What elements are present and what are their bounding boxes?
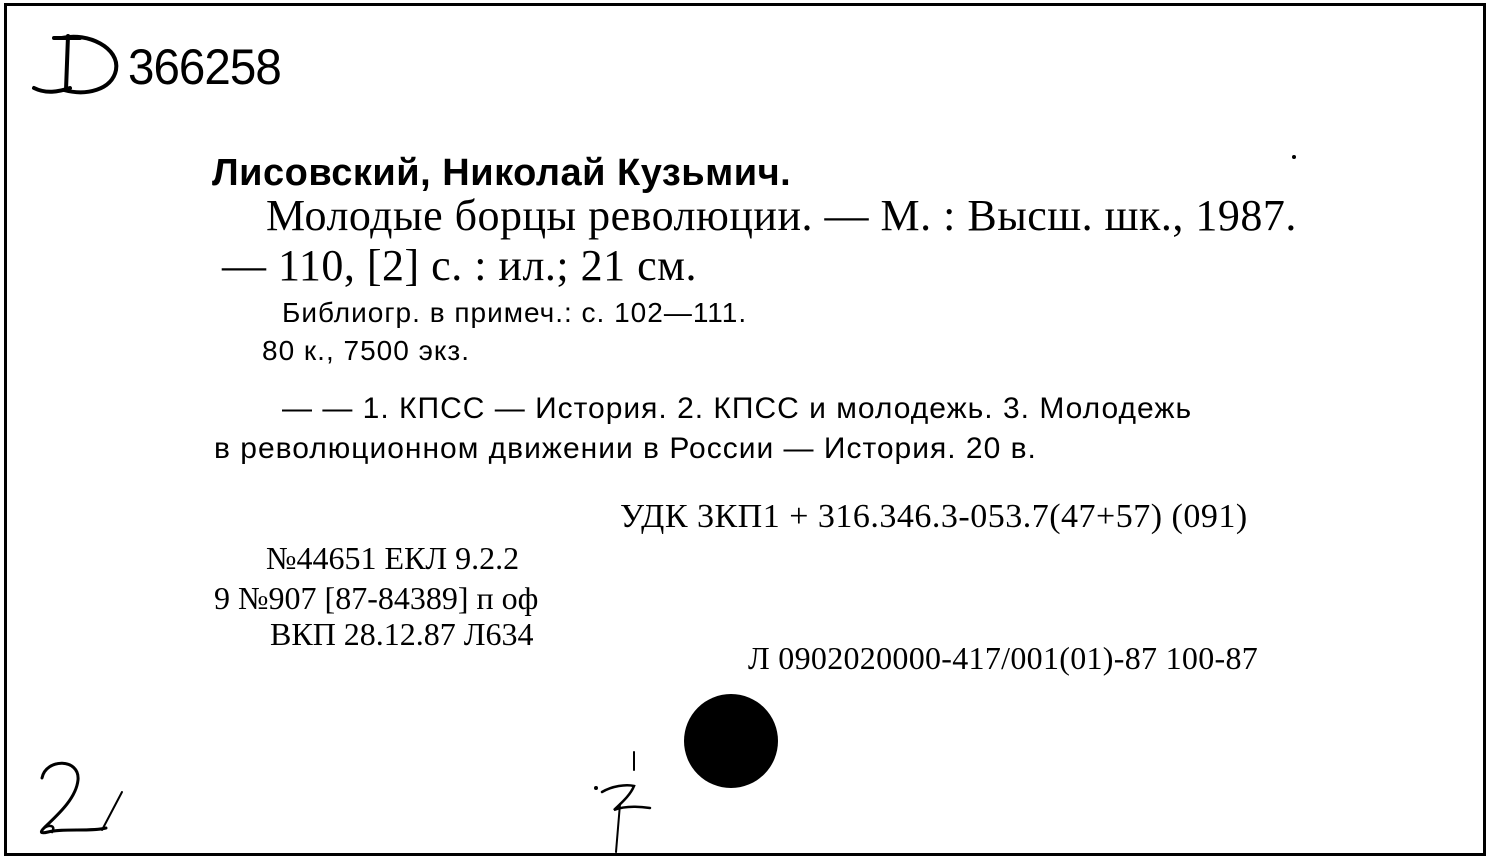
order-number: 9 №907 [87-84389] п оф: [214, 580, 539, 616]
author-heading: Лисовский, Николай Кузьмич.: [212, 152, 792, 194]
vkp-date: ВКП 28.12.87 Л634: [270, 616, 534, 652]
handwritten-d-icon: [28, 30, 124, 100]
physical-description: — 110, [2] с. : ил.; 21 см.: [222, 241, 698, 290]
publication-code: Л 0902020000-417/001(01)-87 100-87: [748, 640, 1259, 676]
bibliography-note: Библиогр. в примеч.: с. 102—111.: [282, 297, 748, 328]
ink-dot: [1292, 155, 1296, 159]
handwritten-7-icon: [590, 748, 670, 858]
handwritten-2-icon: [28, 752, 128, 842]
title-statement: Молодые борцы революции. — М. : Высш. шк., 1987.: [266, 191, 1297, 240]
udk-classification: УДК 3КП1 + 316.346.3-053.7(47+57) (091): [620, 498, 1248, 535]
punch-hole-icon: [684, 694, 778, 788]
accession-number: №44651 ЕКЛ 9.2.2: [266, 540, 520, 576]
price-print-run: 80 к., 7500 экз.: [262, 335, 471, 366]
shelfmark-number: 366258: [128, 39, 281, 95]
subject-headings-line-2: в революционном движении в России — История. 20 в.: [214, 432, 1037, 465]
subject-headings-line-1: — — 1. КПСС — История. 2. КПСС и молодежь. 3. Молодежь: [282, 392, 1193, 425]
